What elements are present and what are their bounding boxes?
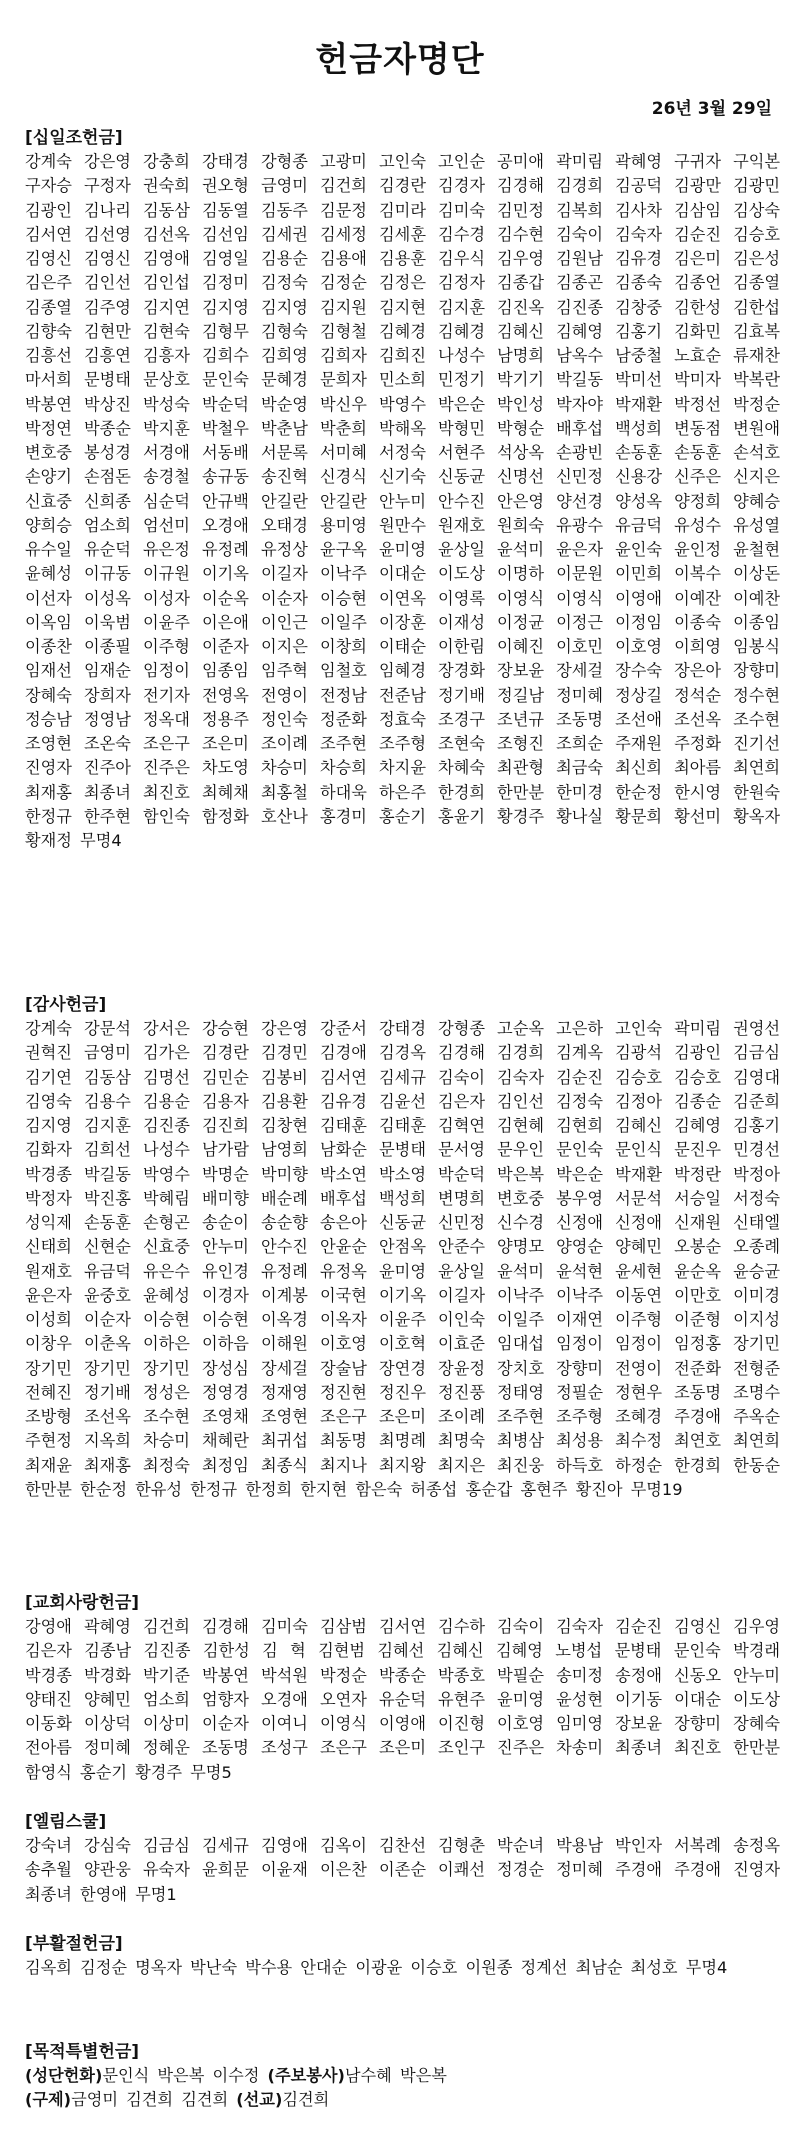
special-line-1 [25,2064,780,2088]
bulletin-date: 26년 3월 29일 [651,99,772,119]
church-love-section [25,1591,780,1785]
elim-school-title: [엘림스쿨] [25,1812,107,1832]
easter-names: 김옥희 김정순 명옥자 박난숙 박수용 안대순 이광윤 이승호 이원종 정계선 최남순 최성호 무명4 [25,1958,728,1977]
elim-school-names: 강숙녀 강심숙 김금심 김세규 김영애 김옥이 김찬선 김형춘 박순녀 박용남 박인자 서복례 송정옥 송추월 양관웅 유숙자 윤희문 이윤재 이은찬 이존순 이쾌선 정경순 정미혜 주경애 주경애 진영자 최종녀 한영애 무명1 [25,1836,780,1904]
bulletin-service-label: (주보봉사) [267,2066,345,2085]
thanks-names: 강계숙 강문석 강서은 강승현 강은영 강준서 강태경 강형종 고순옥 고은하 고인숙 곽미림 권영선 권혁진 금영미 김가은 김경란 김경민 김경애 김경옥 김경해 김경희 김계옥 김광석 김광인 김금심 김기연 김동삼 김명선 김민순 김봉비 김서연 김세규 김숙이 김숙자 김순진 김승호 김승호 김영대 김영숙 김용수 김용순 김용자 김용환 김유경 김윤선 김은자 김인선 김정숙 김정아 김종순 김준희 김지영 김지훈 김진종 김진희 김창현 김태훈 김태훈 김혁연 김현혜 김현희 김혜신 김혜영 김홍기 김화자 김희선 나성수 남가람 남영희 남화순 문병태 문서영 문우인 문인숙 문인식 문진우 민경선 박경종 박길동 박영수 박명순 박미향 박소연 박소영 박순덕 박은복 박은순 박재환 박정란 박정아 박정자 박진홍 박혜림 배미향 배순례 배후섭 백성희 변명희 변호중 봉우영 서문석 서승일 서정숙 성익제 손동훈 손형곤 송순이 송순향 송은아 신동균 신민정 신수경 신정애 신정애 신재원 신태엘 신태희 신현순 신효중 안누미 안수진 안윤순 안점옥 안준수 양명모 양영순 양혜민 오봉순 오종례 원재호 유금덕 유은수 유인경 유정례 유정옥 윤미영 윤상일 윤석미 윤석현 윤세현 윤순옥 윤승균 윤은자 윤중호 윤혜성 이경자 이계봉 이국현 이기옥 이길자 이낙주 이낙주 이동연 이만호 이미경 이성희 이순자 이승현 이승현 이옥경 이옥자 이윤주 이인숙 이일주 이재연 이주형 이준형 이지성 이창우 이춘옥 이하은 이하음 이해원 이호영 이호혁 이효준 임대섭 임정이 임정이 임정홍 장기민 장기민 장기민 장기민 장성심 장세걸 장술남 장연경 장윤정 장치호 장향미 전영이 전준화 전형준 전혜진 정기배 정성은 정영경 정재영 정진현 정진우 정진풍 정태영 정필순 정현우 조동명 조명수 조방형 조선옥 조수현 조영채 조영현 조은구 조은미 조이례 조주현 조주형 조혜경 주경애 주옥순 주현정 지옥희 차승미 채혜란 최귀섭 최동명 최명례 최명숙 최병삼 최성용 최수정 최연호 최연희 최재윤 최재홍 최정숙 최정임 최종식 최지나 최지왕 최지은 최진웅 하득호 하정순 한경희 한동순 한만분 한순정 한유성 한정규 한정희 한지현 함은숙 허종섭 홍순갑 홍현주 황진아 무명19 [25,1019,780,1499]
page-title: 헌금자명단 [315,40,485,80]
tithe-title: [십일조헌금] [25,128,123,148]
church-love-names: 강영애 곽혜영 김건희 김경해 김미숙 김삼범 김서연 김수하 김숙이 김숙자 김순진 김영신 김우영 김은자 김종남 김진종 김한성 김 혁 김현범 김혜선 김혜신 김혜영 노병섭 문병태 문인숙 박경래 박경종 박경화 박기준 박봉연 박석원 박정순 박종순 박종호 박필순 송미정 송정애 신동오 안누미 양태진 양혜민 엄소희 엄향자 오경애 오연자 유순덕 유현주 윤미영 윤성현 이기동 이대순 이도상 이동화 이상덕 이상미 이순자 이여니 이영식 이영애 이진형 이호영 임미영 장보윤 장향미 장혜숙 전아름 정미혜 정혜운 조동명 조성구 조은구 조은미 조인구 진주은 차송미 최종녀 최진호 한만분 함영식 홍순기 황경주 무명5 [25,1617,780,1782]
mission-label: (선교) [236,2090,283,2110]
thanks-section [25,993,780,1502]
relief-label: (구제) [25,2090,72,2110]
easter-title: [부활절헌금] [25,1934,123,1954]
special-line-2 [25,2088,780,2112]
special-purpose-section [25,2040,780,2113]
mission-names: 김견희 [282,2090,330,2110]
special-purpose-title: [목적특별헌금] [25,2042,140,2062]
relief-names: 금영미 김견희 김견희 [71,2090,229,2110]
bulletin-service-names: 남수혜 박은복 [344,2066,447,2085]
church-love-title: [교회사랑헌금] [25,1593,140,1613]
thanks-title: [감사헌금] [25,995,107,1015]
altar-flower-label: (성단헌화) [25,2066,103,2085]
easter-section [25,1932,780,1980]
elim-school-section [25,1810,780,1907]
tithe-section [25,126,780,853]
altar-flower-names: 문인식 박은복 이수정 [102,2066,260,2085]
tithe-names: 강계숙 강은영 강충희 강태경 강형종 고광미 고인숙 고인순 공미애 곽미림 곽혜영 구귀자 구익본 구자승 구정자 권숙희 권오형 금영미 김건희 김경란 김경자 김경해 김경희 김공덕 김광만 김광민 김광인 김나리 김동삼 김동열 김동주 김문정 김미라 김미숙 김민정 김복희 김사차 김삼임 김상숙 김서연 김선영 김선옥 김선임 김세권 김세정 김세훈 김수경 김수현 김숙이 김숙자 김순진 김승호 김영신 김영신 김영애 김영일 김용순 김용애 김용훈 김우식 김우영 김원남 김유경 김은미 김은성 김은주 김인선 김인섭 김정미 김정숙 김정순 김정은 김정자 김종갑 김종곤 김종숙 김종언 김종열 김종열 김주영 김지연 김지영 김지영 김지원 김지현 김지훈 김진옥 김진종 김창중 김한성 김한섭 김향숙 김현만 김현숙 김형무 김형숙 김형철 김혜경 김혜경 김혜신 김혜영 김홍기 김화민 김효복 김흥선 김흥연 김흥자 김희수 김희영 김희자 김희진 나성수 남명희 남옥수 남중철 노효순 류재찬 마서희 문병태 문상호 문인숙 문혜경 문희자 민소희 민정기 박기기 박길동 박미선 박미자 박복란 박봉연 박상진 박성숙 박순덕 박순영 박신우 박영수 박은순 박인성 박자야 박재환 박정선 박정순 박정연 박종순 박지훈 박철우 박춘남 박춘희 박해옥 박형민 박형순 배후섭 백성희 변동점 변원애 변호중 봉성경 서경애 서동배 서문록 서미혜 서정숙 서현주 석상옥 손광빈 손동훈 손동훈 손석호 손양기 손점돈 송경철 송규동 송진혁 신경식 신기숙 신동균 신명선 신민정 신용강 신주은 신지은 신효중 신희종 심순덕 안규백 안길란 안길란 안누미 안수진 안은영 양선경 양성옥 양정희 양혜승 양희승 엄소희 엄선미 오경애 오태경 용미영 원만수 원재호 원희숙 유광수 유금덕 유성수 유성열 유수일 유순덕 유은정 유정례 유정상 윤구옥 윤미영 윤상일 윤석미 윤은자 윤인숙 윤인정 윤철현 윤혜성 이규동 이규원 이기옥 이길자 이낙주 이대순 이도상 이명하 이문원 이민희 이복수 이상돈 이선자 이성옥 이성자 이순옥 이순자 이승현 이연옥 이영록 이영식 이영식 이영애 이예잔 이예찬 이옥임 이욱범 이윤주 이은애 이인근 이일주 이장훈 이재성 이정균 이정근 이정임 이종숙 이종임 이종찬 이종필 이주형 이준자 이지은 이창희 이태순 이한림 이혜진 이호민 이호영 이희영 임봉식 임재선 임재순 임정이 임종임 임주혁 임철호 임혜경 장경화 장보윤 장세걸 장수숙 장은아 장향미 장혜숙 장희자 전기자 전영옥 전영이 전정남 전준남 정기배 정길남 정미혜 정상길 정석순 정수현 정승남 정영남 정옥대 정용주 정인숙 정준화 정효숙 조경구 조년규 조동명 조선애 조선옥 조수현 조영현 조온숙 조은구 조은미 조이례 조주현 조주형 조현숙 조형진 조희순 주재원 주정화 진기선 진영자 진주아 진주은 차도영 차승미 차승희 차지윤 차혜숙 최관형 최금숙 최신희 최아름 최연희 최재홍 최종녀 최진호 최혜채 최홍철 하대욱 하은주 한경희 한만분 한미경 한순정 한시영 한원숙 한정규 한주현 함인숙 함정화 호산나 홍경미 홍순기 홍윤기 황경주 황나실 황문희 황선미 황옥자 황재정 무명4 [25,152,780,850]
